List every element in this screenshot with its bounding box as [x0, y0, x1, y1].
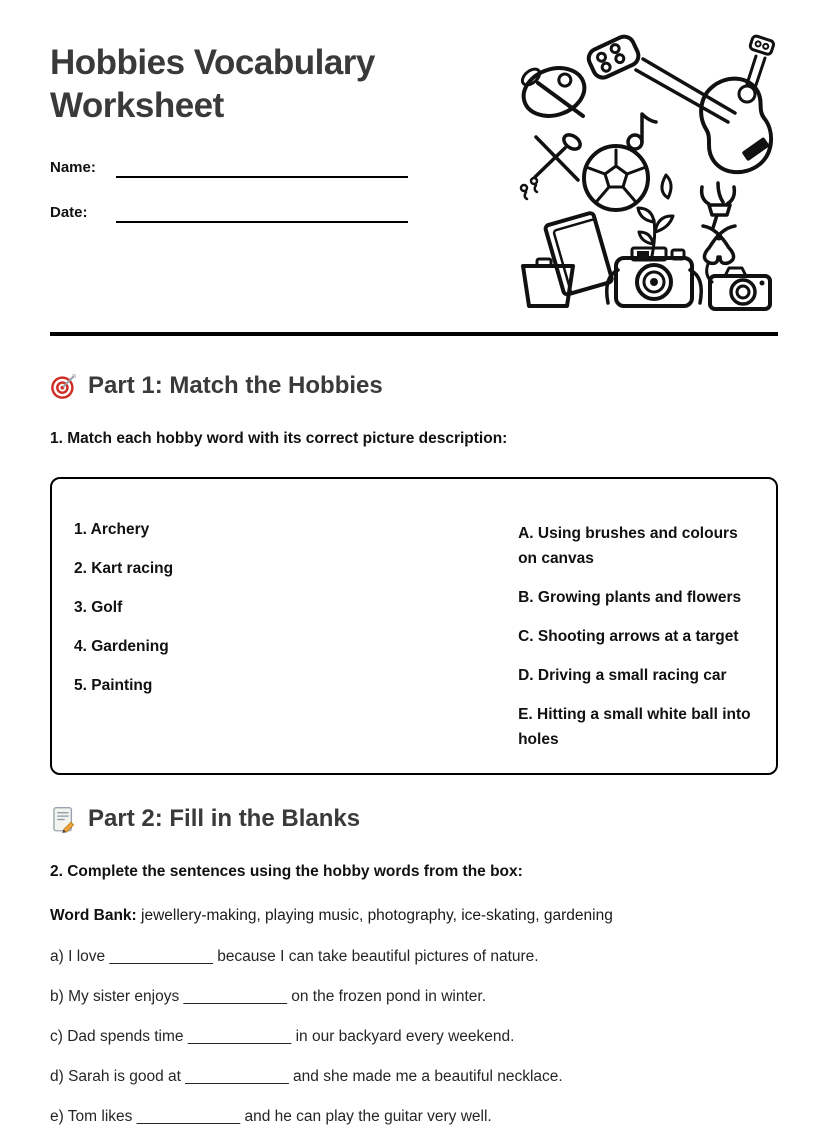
sentence-e: e) Tom likes ____________ and he can play the guitar very well.: [50, 1108, 492, 1125]
match-item: 5. Painting: [74, 677, 153, 694]
camera-icon: [607, 248, 702, 306]
sentence-d: d) Sarah is good at ____________ and she made me a beautiful necklace.: [50, 1068, 563, 1085]
word-bank: [50, 906, 778, 925]
part1-instruction: 1. Match each hobby word with its correct picture description:: [50, 430, 508, 447]
pruning-shears-icon: [703, 226, 735, 263]
book-icon: [545, 212, 613, 295]
match-description: C. Shooting arrows at a target: [518, 628, 739, 645]
bucket-icon: [523, 259, 573, 306]
sentence-a: a) I love ____________ because I can take beautiful pictures of nature.: [50, 948, 539, 965]
match-words-column: [74, 521, 518, 773]
soccer-ball-icon: [584, 146, 648, 210]
whisk-icon: [535, 132, 583, 180]
match-item: 4. Gardening: [74, 638, 169, 655]
section-divider: [50, 332, 778, 336]
part2-heading: [50, 805, 778, 833]
doodle-dots: [521, 178, 537, 199]
leaf-icon: [662, 175, 671, 198]
word-bank-label: Word Bank:: [50, 907, 137, 924]
match-descriptions-column: [518, 521, 754, 773]
hobbies-illustration: [506, 30, 778, 312]
sentence-c: c) Dad spends time ____________ in our backyard every weekend.: [50, 1028, 515, 1045]
part1-heading-text: Part 1: Match the Hobbies: [88, 372, 383, 399]
date-field-row: [50, 204, 408, 223]
name-line: [116, 160, 408, 178]
date-line: [116, 205, 408, 223]
music-note-icon: [628, 114, 656, 149]
name-label: Name:: [50, 159, 96, 177]
match-box: [50, 477, 778, 775]
header: [50, 0, 778, 312]
match-item: 2. Kart racing: [74, 560, 174, 577]
match-item: 1. Archery: [74, 521, 150, 538]
part1-heading: [50, 372, 778, 400]
match-description: D. Driving a small racing car: [518, 667, 727, 684]
memo-icon: [50, 806, 77, 833]
sentence-b: b) My sister enjoys ____________ on the frozen pond in winter.: [50, 988, 486, 1005]
match-description: A. Using brushes and colours on canvas: [518, 525, 738, 567]
small-camera-icon: [707, 264, 770, 309]
garden-fork-icon: [702, 183, 735, 228]
match-description: B. Growing plants and flowers: [518, 589, 742, 606]
part2-heading-text: Part 2: Fill in the Blanks: [88, 805, 361, 832]
part2-instruction: 2. Complete the sentences using the hobby words from the box:: [50, 863, 523, 880]
date-label: Date:: [50, 204, 88, 222]
match-item: 3. Golf: [74, 599, 123, 616]
match-description: E. Hitting a small white ball into holes: [518, 706, 751, 748]
name-field-row: [50, 159, 408, 178]
page-title: Hobbies Vocabulary Worksheet: [50, 43, 375, 125]
dartboard-icon: [50, 373, 77, 400]
word-bank-words: jewellery-making, playing music, photography, ice-skating, gardening: [141, 907, 613, 924]
guitar-icon: [585, 33, 774, 172]
